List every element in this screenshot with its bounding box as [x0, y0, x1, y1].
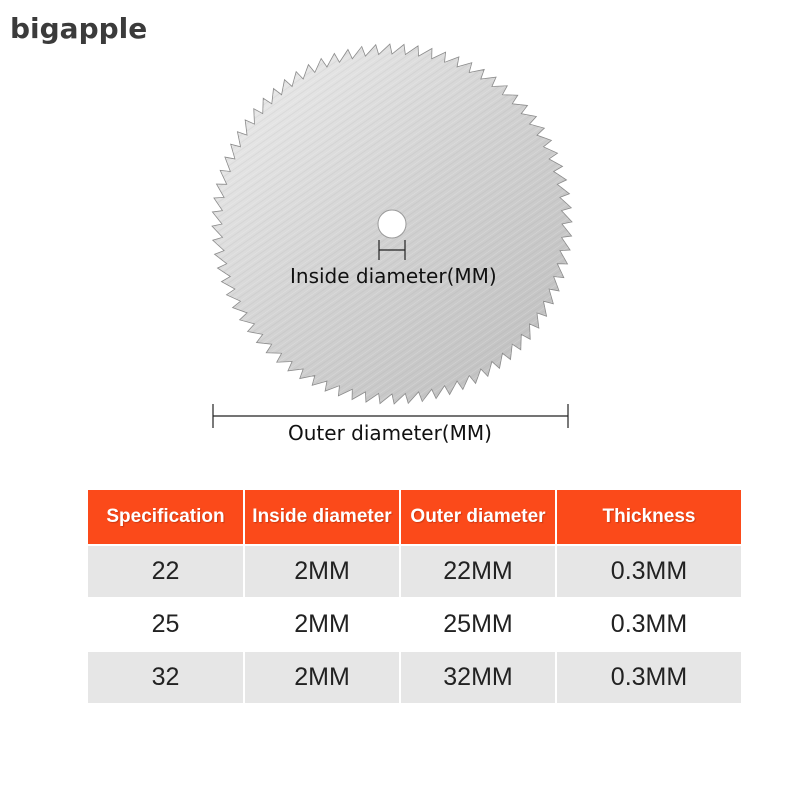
table-row — [88, 597, 741, 650]
center-hole — [378, 210, 406, 238]
specification-table — [88, 490, 741, 703]
cell-specification: 32 — [88, 650, 245, 703]
cell-outer-diameter: 32MM — [401, 650, 557, 703]
brand-logo-text: bigapple — [10, 12, 148, 45]
header-specification: Specification — [88, 490, 245, 544]
outer-diameter-label: Outer diameter(MM) — [288, 421, 492, 445]
header-inside-diameter: Inside diameter — [245, 490, 401, 544]
cell-inside-diameter: 2MM — [245, 544, 401, 597]
inside-diameter-label: Inside diameter(MM) — [290, 264, 497, 288]
cell-specification: 22 — [88, 544, 245, 597]
cell-outer-diameter: 25MM — [401, 597, 557, 650]
cell-outer-diameter: 22MM — [401, 544, 557, 597]
cell-inside-diameter: 2MM — [245, 597, 401, 650]
cell-thickness: 0.3MM — [557, 544, 741, 597]
table-header-row — [88, 490, 741, 544]
cell-thickness: 0.3MM — [557, 650, 741, 703]
table-row — [88, 544, 741, 597]
table-row — [88, 650, 741, 703]
cell-inside-diameter: 2MM — [245, 650, 401, 703]
cell-specification: 25 — [88, 597, 245, 650]
header-thickness: Thickness — [557, 490, 741, 544]
header-outer-diameter: Outer diameter — [401, 490, 557, 544]
cell-thickness: 0.3MM — [557, 597, 741, 650]
